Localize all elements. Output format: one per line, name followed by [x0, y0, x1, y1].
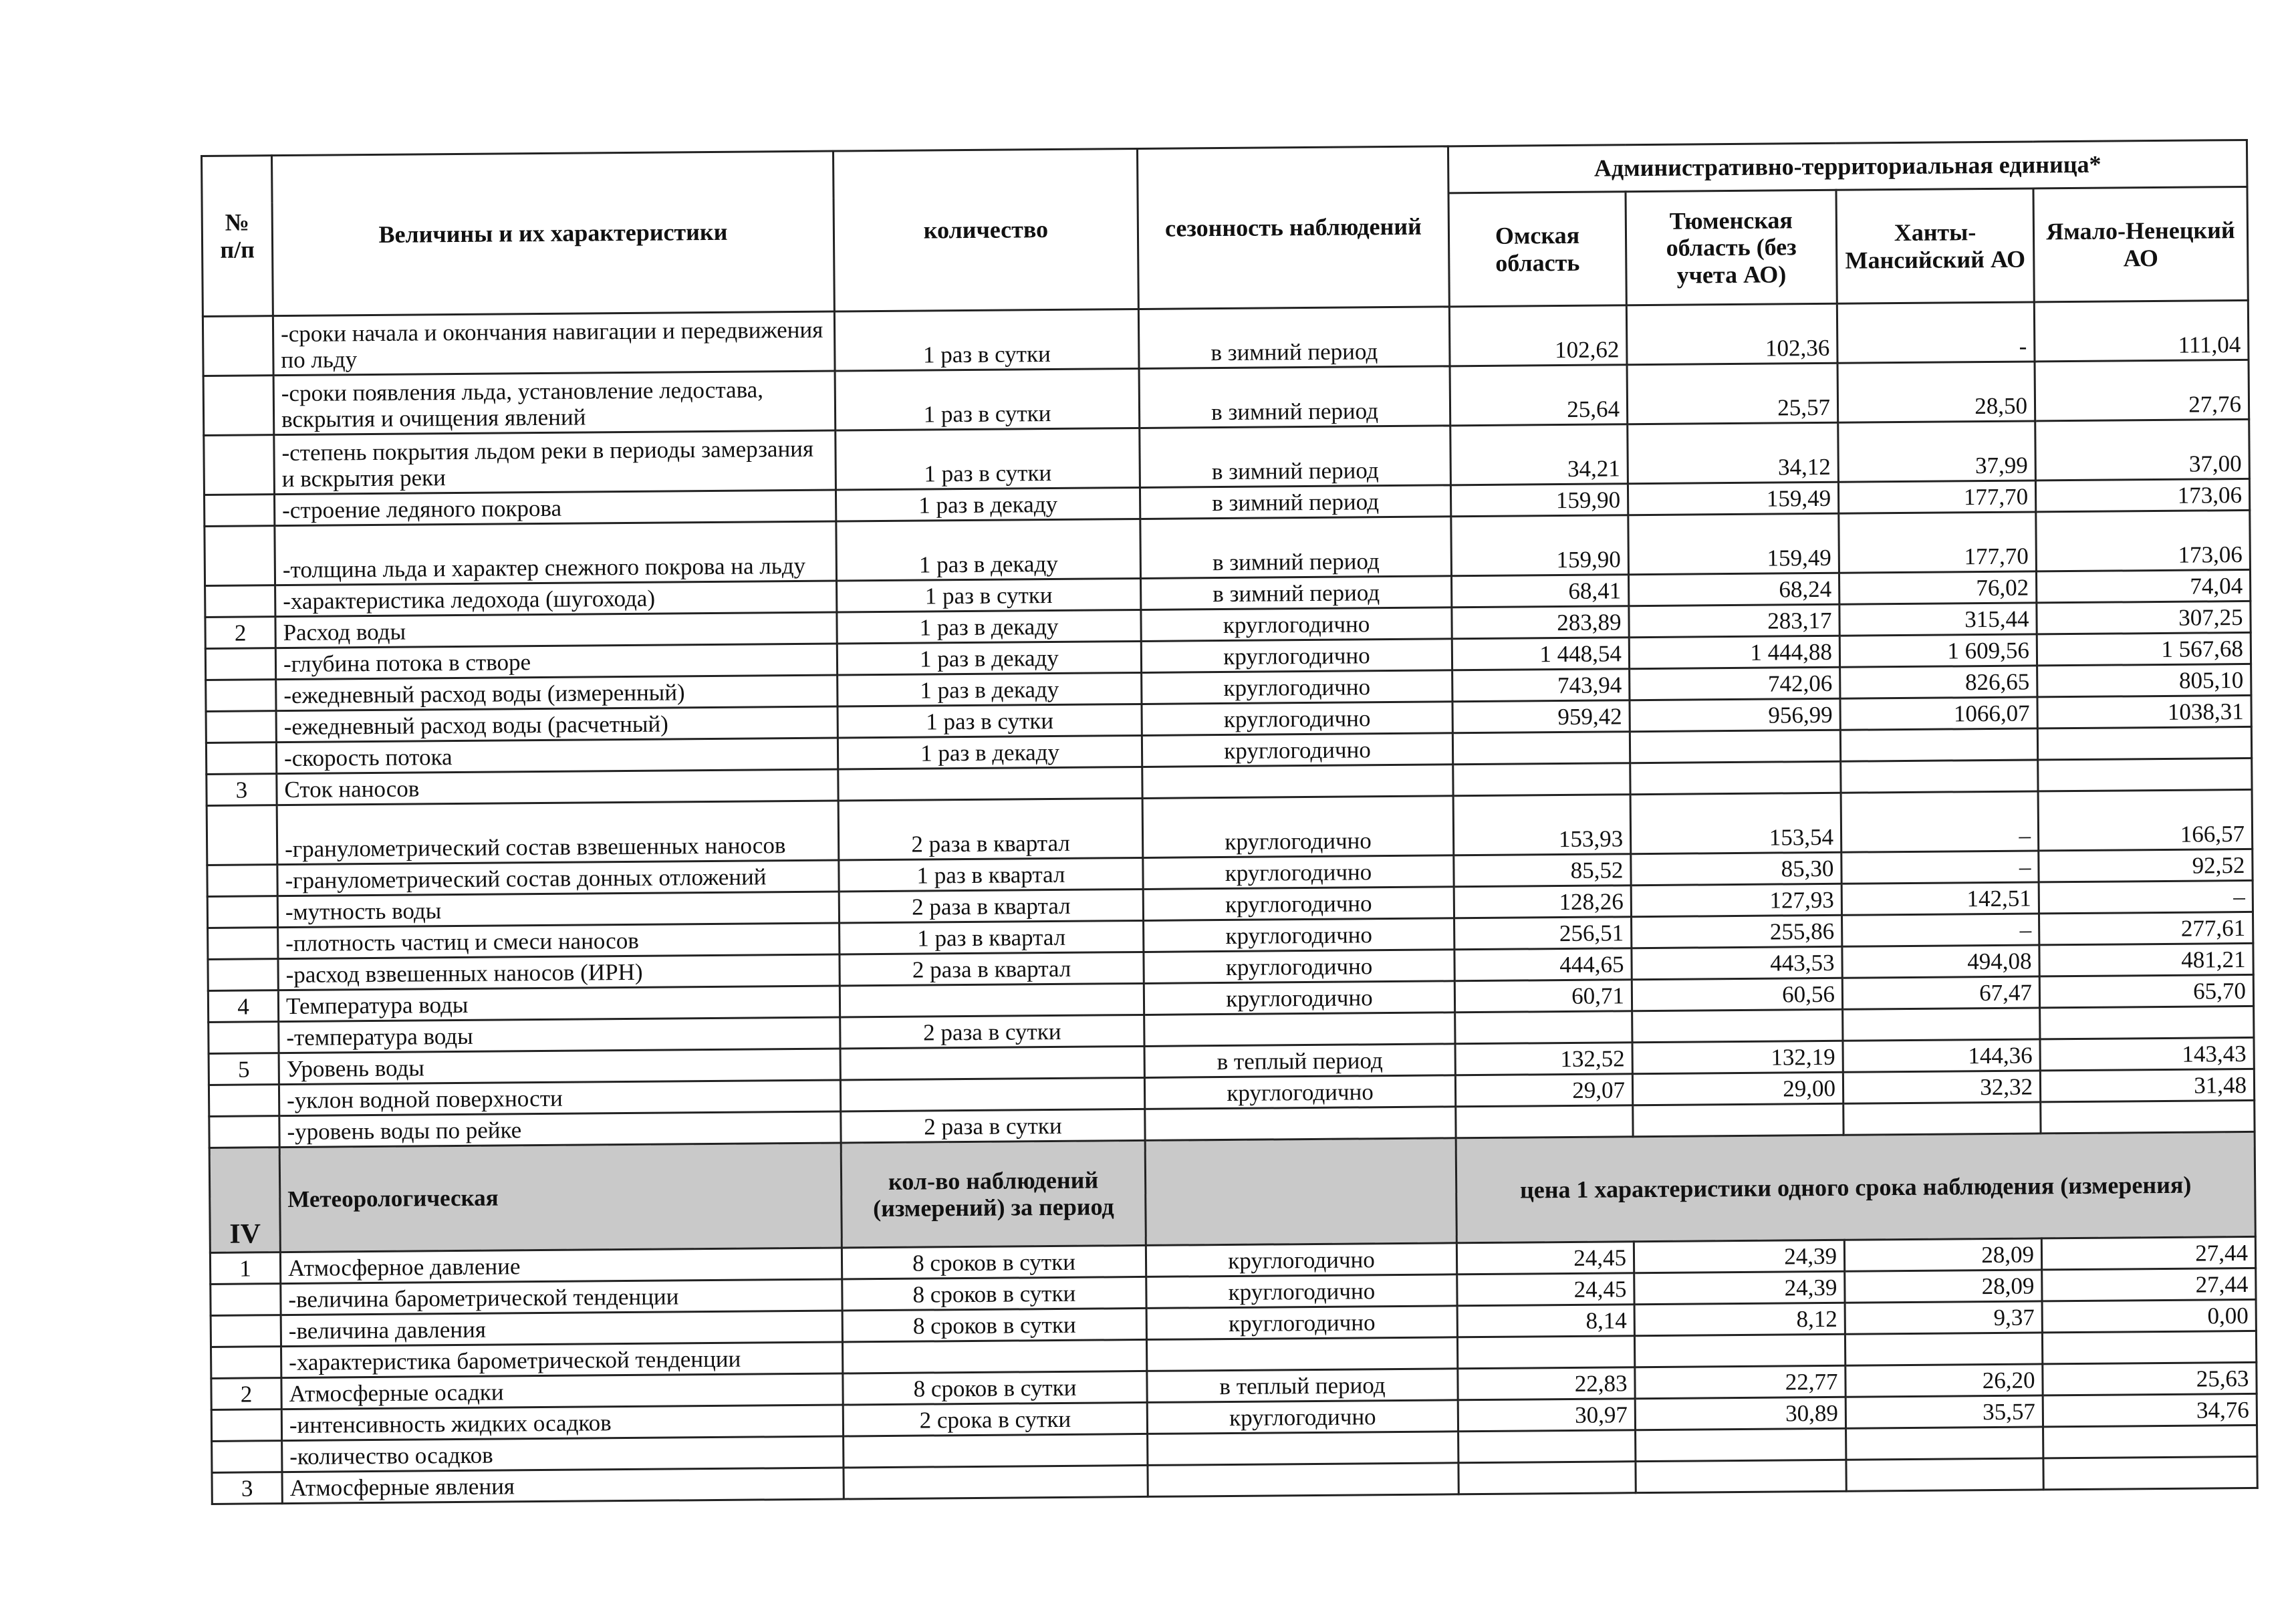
- row-value: 85,30: [1631, 852, 1841, 885]
- row-name: Сток наносов: [277, 769, 838, 805]
- row-value: 1 444,88: [1629, 636, 1839, 668]
- row-value: 29,00: [1632, 1072, 1843, 1105]
- row-season: в зимний период: [1140, 517, 1452, 579]
- row-number: [205, 526, 275, 586]
- row-number: 3: [207, 774, 277, 806]
- row-name: -ежедневный расход воды (расчетный): [276, 706, 838, 743]
- row-value: 177,70: [1839, 512, 2037, 573]
- row-value: [2043, 1425, 2257, 1458]
- row-value: 92,52: [2039, 849, 2253, 882]
- row-name: -характеристика ледохода (шугохода): [275, 581, 837, 617]
- section-row: [209, 1131, 2255, 1252]
- row-qty: 1 раз в сутки: [835, 368, 1140, 430]
- row-value: 22,77: [1635, 1365, 1845, 1398]
- row-value: 256,51: [1454, 917, 1632, 950]
- row-season: [1144, 1013, 1455, 1047]
- row-value: [1845, 1333, 2042, 1365]
- row-value: [2037, 726, 2251, 760]
- row-value: 143,43: [2040, 1037, 2254, 1071]
- row-name: -строение ледяного покрова: [274, 490, 836, 526]
- row-name: -расход взвешенных наносов (ИРН): [278, 954, 840, 990]
- row-value: 74,04: [2036, 569, 2250, 603]
- row-value: 60,56: [1632, 978, 1842, 1011]
- row-season: круглогодично: [1143, 887, 1454, 921]
- row-value: 30,97: [1458, 1399, 1635, 1432]
- row-name: -гранулометрический состав взвешенных наносов: [277, 801, 839, 865]
- row-qty: 1 раз в сутки: [838, 704, 1142, 738]
- row-value: [1843, 1102, 2041, 1135]
- row-value: 826,65: [1840, 666, 2037, 698]
- row-value: [1632, 1009, 1843, 1042]
- row-value: 68,41: [1452, 575, 1629, 608]
- row-value: 24,45: [1457, 1273, 1634, 1306]
- row-value: 37,99: [1838, 421, 2036, 482]
- row-value: 159,90: [1451, 515, 1629, 576]
- row-value: 22,83: [1458, 1367, 1635, 1400]
- row-value: 177,70: [1838, 481, 2035, 513]
- row-value: 142,51: [1841, 882, 2039, 915]
- row-value: 29,07: [1455, 1074, 1632, 1107]
- row-number: [206, 680, 276, 712]
- row-value: 1 609,56: [1839, 634, 2037, 667]
- row-name: -скорость потока: [276, 738, 838, 774]
- row-value: 76,02: [1839, 571, 2036, 604]
- row-season: [1148, 1463, 1458, 1497]
- row-season: круглогодично: [1147, 1400, 1458, 1434]
- section-price-header: цена 1 характеристики одного срока наблюдения (измерения): [1456, 1131, 2255, 1242]
- row-number: [203, 376, 274, 436]
- row-value: 24,45: [1456, 1242, 1634, 1274]
- row-value: [1452, 732, 1630, 765]
- row-value: 805,10: [2037, 664, 2251, 697]
- row-number: 3: [212, 1472, 282, 1504]
- row-value: 25,57: [1627, 363, 1838, 424]
- row-value: 166,57: [2038, 789, 2253, 851]
- row-qty: 8 сроков в сутки: [843, 1371, 1147, 1405]
- row-value: –: [1842, 914, 2039, 946]
- row-season: [1145, 1107, 1456, 1141]
- row-value: [1630, 730, 1840, 763]
- header-admin-unit: Административно-территориальная единица*: [1448, 140, 2247, 192]
- row-value: 443,53: [1632, 946, 1842, 979]
- row-value: 27,44: [2041, 1236, 2255, 1270]
- row-value: 1 567,68: [2037, 632, 2251, 666]
- row-value: 144,36: [1843, 1039, 2040, 1072]
- row-value: [1453, 763, 1630, 796]
- row-number: [208, 928, 278, 960]
- row-value: [1846, 1458, 2043, 1491]
- row-qty: 1 раз в сутки: [834, 309, 1139, 371]
- row-value: 26,20: [1845, 1364, 2043, 1397]
- row-value: [2040, 1006, 2254, 1039]
- row-season: в теплый период: [1144, 1044, 1455, 1078]
- row-name: -плотность частиц и смеси наносов: [278, 923, 840, 959]
- row-season: [1146, 1337, 1457, 1371]
- row-name: -уровень воды по рейке: [279, 1111, 841, 1148]
- row-qty: 1 раз в сутки: [837, 578, 1141, 612]
- row-value: 283,17: [1629, 604, 1839, 637]
- row-season: круглогодично: [1146, 1306, 1457, 1340]
- row-value: [1456, 1105, 1633, 1138]
- row-qty: [838, 767, 1142, 801]
- row-value: [1634, 1334, 1845, 1367]
- row-value: 132,19: [1632, 1041, 1843, 1073]
- row-value: 128,26: [1454, 886, 1631, 918]
- section-number: IV: [209, 1148, 280, 1253]
- header-name: Величины и их характеристики: [272, 151, 835, 316]
- row-qty: 1 раз в декаду: [838, 735, 1142, 769]
- row-number: 5: [209, 1053, 279, 1085]
- row-name: Температура воды: [278, 986, 840, 1022]
- row-season: круглогодично: [1141, 639, 1452, 673]
- row-value: 444,65: [1454, 948, 1632, 981]
- row-name: -количество осадков: [282, 1436, 844, 1472]
- row-number: 2: [211, 1378, 281, 1410]
- row-qty: [840, 1077, 1144, 1111]
- row-season: в зимний период: [1138, 307, 1450, 369]
- row-qty: 2 раза в квартал: [839, 889, 1143, 923]
- row-number: [206, 711, 276, 743]
- row-value: 35,57: [1845, 1395, 2043, 1428]
- row-season: в зимний период: [1139, 366, 1450, 428]
- row-value: 25,63: [2043, 1362, 2257, 1395]
- row-qty: 1 раз в декаду: [837, 641, 1141, 675]
- row-season: круглогодично: [1142, 796, 1454, 858]
- row-name: -температура воды: [279, 1017, 840, 1053]
- row-value: 481,21: [2039, 943, 2253, 976]
- row-value: 8,12: [1634, 1303, 1845, 1335]
- row-qty: 1 раз в декаду: [837, 610, 1141, 644]
- row-number: 1: [210, 1252, 280, 1285]
- row-value: 1038,31: [2037, 695, 2251, 728]
- row-value: [1843, 1008, 2040, 1041]
- row-value: [1840, 728, 2037, 761]
- header-season: сезонность наблюдений: [1137, 146, 1449, 309]
- row-qty: 1 раз в декаду: [838, 672, 1142, 706]
- row-qty: 2 срока в сутки: [843, 1402, 1147, 1436]
- row-value: 132,52: [1455, 1043, 1632, 1075]
- row-qty: [842, 1339, 1146, 1373]
- row-value: [1633, 1103, 1843, 1136]
- row-value: 494,08: [1842, 945, 2039, 978]
- row-number: [211, 1410, 281, 1442]
- row-value: 27,76: [2035, 360, 2249, 421]
- row-value: 34,76: [2043, 1393, 2257, 1427]
- row-name: -уклон водной поверхности: [279, 1080, 840, 1116]
- row-number: 2: [205, 617, 275, 649]
- row-value: 159,90: [1450, 484, 1628, 517]
- row-value: 277,61: [2039, 912, 2253, 945]
- row-season: круглогодично: [1142, 670, 1452, 704]
- row-value: -: [1837, 302, 2035, 363]
- row-value: 32,32: [1843, 1071, 2040, 1103]
- section-qty-header: кол-во наблюдений (измерений) за период: [841, 1140, 1146, 1248]
- row-value: 1066,07: [1840, 697, 2037, 730]
- row-number: [211, 1284, 281, 1316]
- row-name: -интенсивность жидких осадков: [281, 1405, 843, 1441]
- row-season: в теплый период: [1147, 1369, 1458, 1403]
- row-value: 0,00: [2042, 1299, 2256, 1333]
- row-value: 102,62: [1449, 305, 1627, 366]
- row-value: 127,93: [1631, 884, 1841, 916]
- row-name: -характеристика барометрической тенденции: [281, 1342, 843, 1378]
- row-value: 159,49: [1628, 482, 1838, 515]
- row-value: 959,42: [1452, 700, 1630, 733]
- row-value: 153,93: [1453, 795, 1631, 855]
- row-value: 315,44: [1839, 603, 2037, 636]
- row-name: -глубина потока в створе: [275, 644, 837, 680]
- row-value: 34,12: [1628, 422, 1839, 483]
- row-value: 742,06: [1630, 667, 1840, 700]
- row-value: 173,06: [2036, 510, 2251, 571]
- row-name: -величина барометрической тенденции: [281, 1279, 842, 1315]
- row-qty: 8 сроков в сутки: [842, 1245, 1146, 1279]
- row-value: –: [1841, 851, 2039, 884]
- row-name: -мутность воды: [277, 892, 839, 928]
- row-season: круглогодично: [1144, 918, 1454, 952]
- row-qty: [840, 983, 1144, 1017]
- row-value: 111,04: [2034, 300, 2249, 362]
- row-season: круглогодично: [1144, 981, 1454, 1015]
- row-qty: 1 раз в декаду: [836, 487, 1140, 521]
- row-number: [204, 435, 275, 495]
- row-number: [209, 1085, 279, 1117]
- header-region-yanao: Ямало-Ненецкий АО: [2033, 186, 2248, 302]
- row-value: 25,64: [1450, 365, 1628, 426]
- row-number: [207, 865, 277, 897]
- row-value: 28,09: [1845, 1270, 2042, 1303]
- table-body: [203, 300, 2257, 1504]
- row-value: 8,14: [1457, 1305, 1634, 1337]
- row-season: круглогодично: [1146, 1243, 1456, 1277]
- header-qty: количество: [833, 148, 1138, 311]
- row-qty: 2 раза в квартал: [838, 798, 1143, 860]
- row-season: в зимний период: [1140, 426, 1451, 488]
- row-qty: 2 раза в квартал: [840, 952, 1144, 986]
- row-qty: [844, 1465, 1148, 1499]
- row-value: 255,86: [1632, 915, 1842, 948]
- row-value: 28,09: [1844, 1238, 2041, 1271]
- row-name: -сроки появления льда, установление ледостава, вскрытия и очищения явлений: [273, 371, 836, 435]
- row-value: [1458, 1462, 1636, 1494]
- row-season: круглогодично: [1144, 1075, 1455, 1109]
- row-value: 102,36: [1626, 303, 1837, 364]
- row-value: 34,21: [1450, 424, 1628, 485]
- row-number: [207, 896, 277, 928]
- row-season: [1148, 1432, 1458, 1466]
- section-title: Метеорологическая: [279, 1143, 842, 1252]
- row-value: 31,48: [2040, 1069, 2254, 1102]
- row-name: -величина давления: [281, 1311, 842, 1347]
- row-name: Атмосферные осадки: [281, 1373, 843, 1410]
- row-value: –: [1841, 791, 2039, 852]
- row-number: [209, 1116, 279, 1148]
- row-value: 67,47: [1842, 976, 2039, 1009]
- row-season: круглогодично: [1144, 950, 1454, 984]
- row-number: 4: [208, 990, 278, 1023]
- row-value: 30,89: [1635, 1397, 1845, 1430]
- row-qty: 8 сроков в сутки: [842, 1277, 1146, 1311]
- row-value: [2038, 758, 2252, 791]
- header-region-omsk: Омская область: [1448, 192, 1626, 307]
- row-value: 28,50: [1837, 362, 2035, 422]
- row-qty: 1 раз в квартал: [839, 857, 1143, 892]
- table-container: [201, 139, 2270, 1505]
- row-name: -толщина льда и характер снежного покрова на льду: [275, 521, 837, 585]
- row-value: 307,25: [2037, 601, 2251, 634]
- row-season: круглогодично: [1141, 608, 1452, 642]
- row-number: [212, 1441, 282, 1473]
- row-value: [1846, 1427, 2043, 1460]
- row-value: [2041, 1100, 2255, 1133]
- row-value: [2043, 1456, 2257, 1490]
- row-qty: 2 раза в сутки: [841, 1109, 1145, 1143]
- row-number: [206, 743, 276, 775]
- row-season: круглогодично: [1146, 1274, 1457, 1309]
- header-region-khmao: Ханты-Мансийский АО: [1836, 188, 2034, 303]
- row-value: 65,70: [2039, 974, 2253, 1008]
- observations-price-table: [201, 139, 2259, 1505]
- row-qty: 1 раз в сутки: [836, 428, 1140, 490]
- row-value: 159,49: [1628, 513, 1839, 574]
- row-value: 60,71: [1454, 980, 1632, 1013]
- row-value: [1636, 1428, 1846, 1461]
- row-qty: [840, 1046, 1144, 1080]
- row-value: 24,39: [1634, 1240, 1844, 1272]
- row-value: [1841, 760, 2038, 793]
- row-number: [205, 585, 275, 618]
- row-value: [1630, 761, 1841, 794]
- row-name: -степень покрытия льдом реки в периоды замерзания и вскрытия реки: [274, 430, 836, 495]
- row-value: 153,54: [1630, 793, 1841, 853]
- row-name: -сроки начала и окончания навигации и передвижения по льду: [273, 311, 835, 376]
- row-value: 27,44: [2042, 1268, 2256, 1301]
- row-value: 283,89: [1452, 606, 1629, 639]
- row-number: [205, 648, 275, 680]
- row-value: –: [2039, 880, 2253, 914]
- row-name: Расход воды: [275, 612, 837, 648]
- row-value: 173,06: [2035, 479, 2249, 512]
- row-value: 1 448,54: [1452, 638, 1629, 670]
- row-value: [1458, 1430, 1636, 1463]
- row-value: 743,94: [1452, 669, 1630, 702]
- row-number: [204, 495, 274, 527]
- row-value: 37,00: [2035, 419, 2250, 481]
- row-season: круглогодично: [1142, 733, 1452, 767]
- row-season: в зимний период: [1141, 576, 1452, 610]
- row-name: Атмосферные явления: [282, 1468, 844, 1504]
- row-name: Атмосферное давление: [280, 1248, 842, 1284]
- row-number: [211, 1347, 281, 1379]
- row-qty: 1 раз в квартал: [840, 920, 1144, 954]
- row-value: 9,37: [1845, 1301, 2042, 1334]
- row-value: [1455, 1011, 1632, 1044]
- row-value: [1636, 1460, 1846, 1492]
- row-season: [1142, 765, 1453, 799]
- row-number: [209, 1022, 279, 1054]
- row-season: круглогодично: [1142, 702, 1452, 736]
- row-name: -ежедневный расход воды (измеренный): [276, 675, 838, 711]
- row-name: -гранулометрический состав донных отложений: [277, 860, 839, 896]
- section-season-header: [1145, 1138, 1456, 1246]
- row-value: 956,99: [1630, 698, 1840, 731]
- row-number: [207, 805, 277, 865]
- row-qty: 2 раза в сутки: [840, 1015, 1144, 1049]
- row-value: [1457, 1336, 1634, 1369]
- header-region-tyumen: Тюменская область (без учета АО): [1626, 190, 1837, 305]
- row-number: [208, 959, 278, 991]
- row-number: [203, 316, 273, 376]
- row-value: 68,24: [1628, 573, 1839, 606]
- row-season: в зимний период: [1140, 485, 1450, 519]
- row-qty: 1 раз в декаду: [836, 519, 1141, 581]
- row-name: Уровень воды: [279, 1049, 840, 1085]
- row-season: круглогодично: [1143, 855, 1454, 890]
- header-num: № п/п: [202, 156, 273, 317]
- row-value: [2042, 1331, 2256, 1364]
- row-qty: 8 сроков в сутки: [842, 1308, 1146, 1342]
- row-qty: [844, 1434, 1148, 1468]
- row-value: 24,39: [1634, 1271, 1845, 1304]
- row-number: [211, 1315, 281, 1347]
- row-value: 85,52: [1454, 854, 1631, 887]
